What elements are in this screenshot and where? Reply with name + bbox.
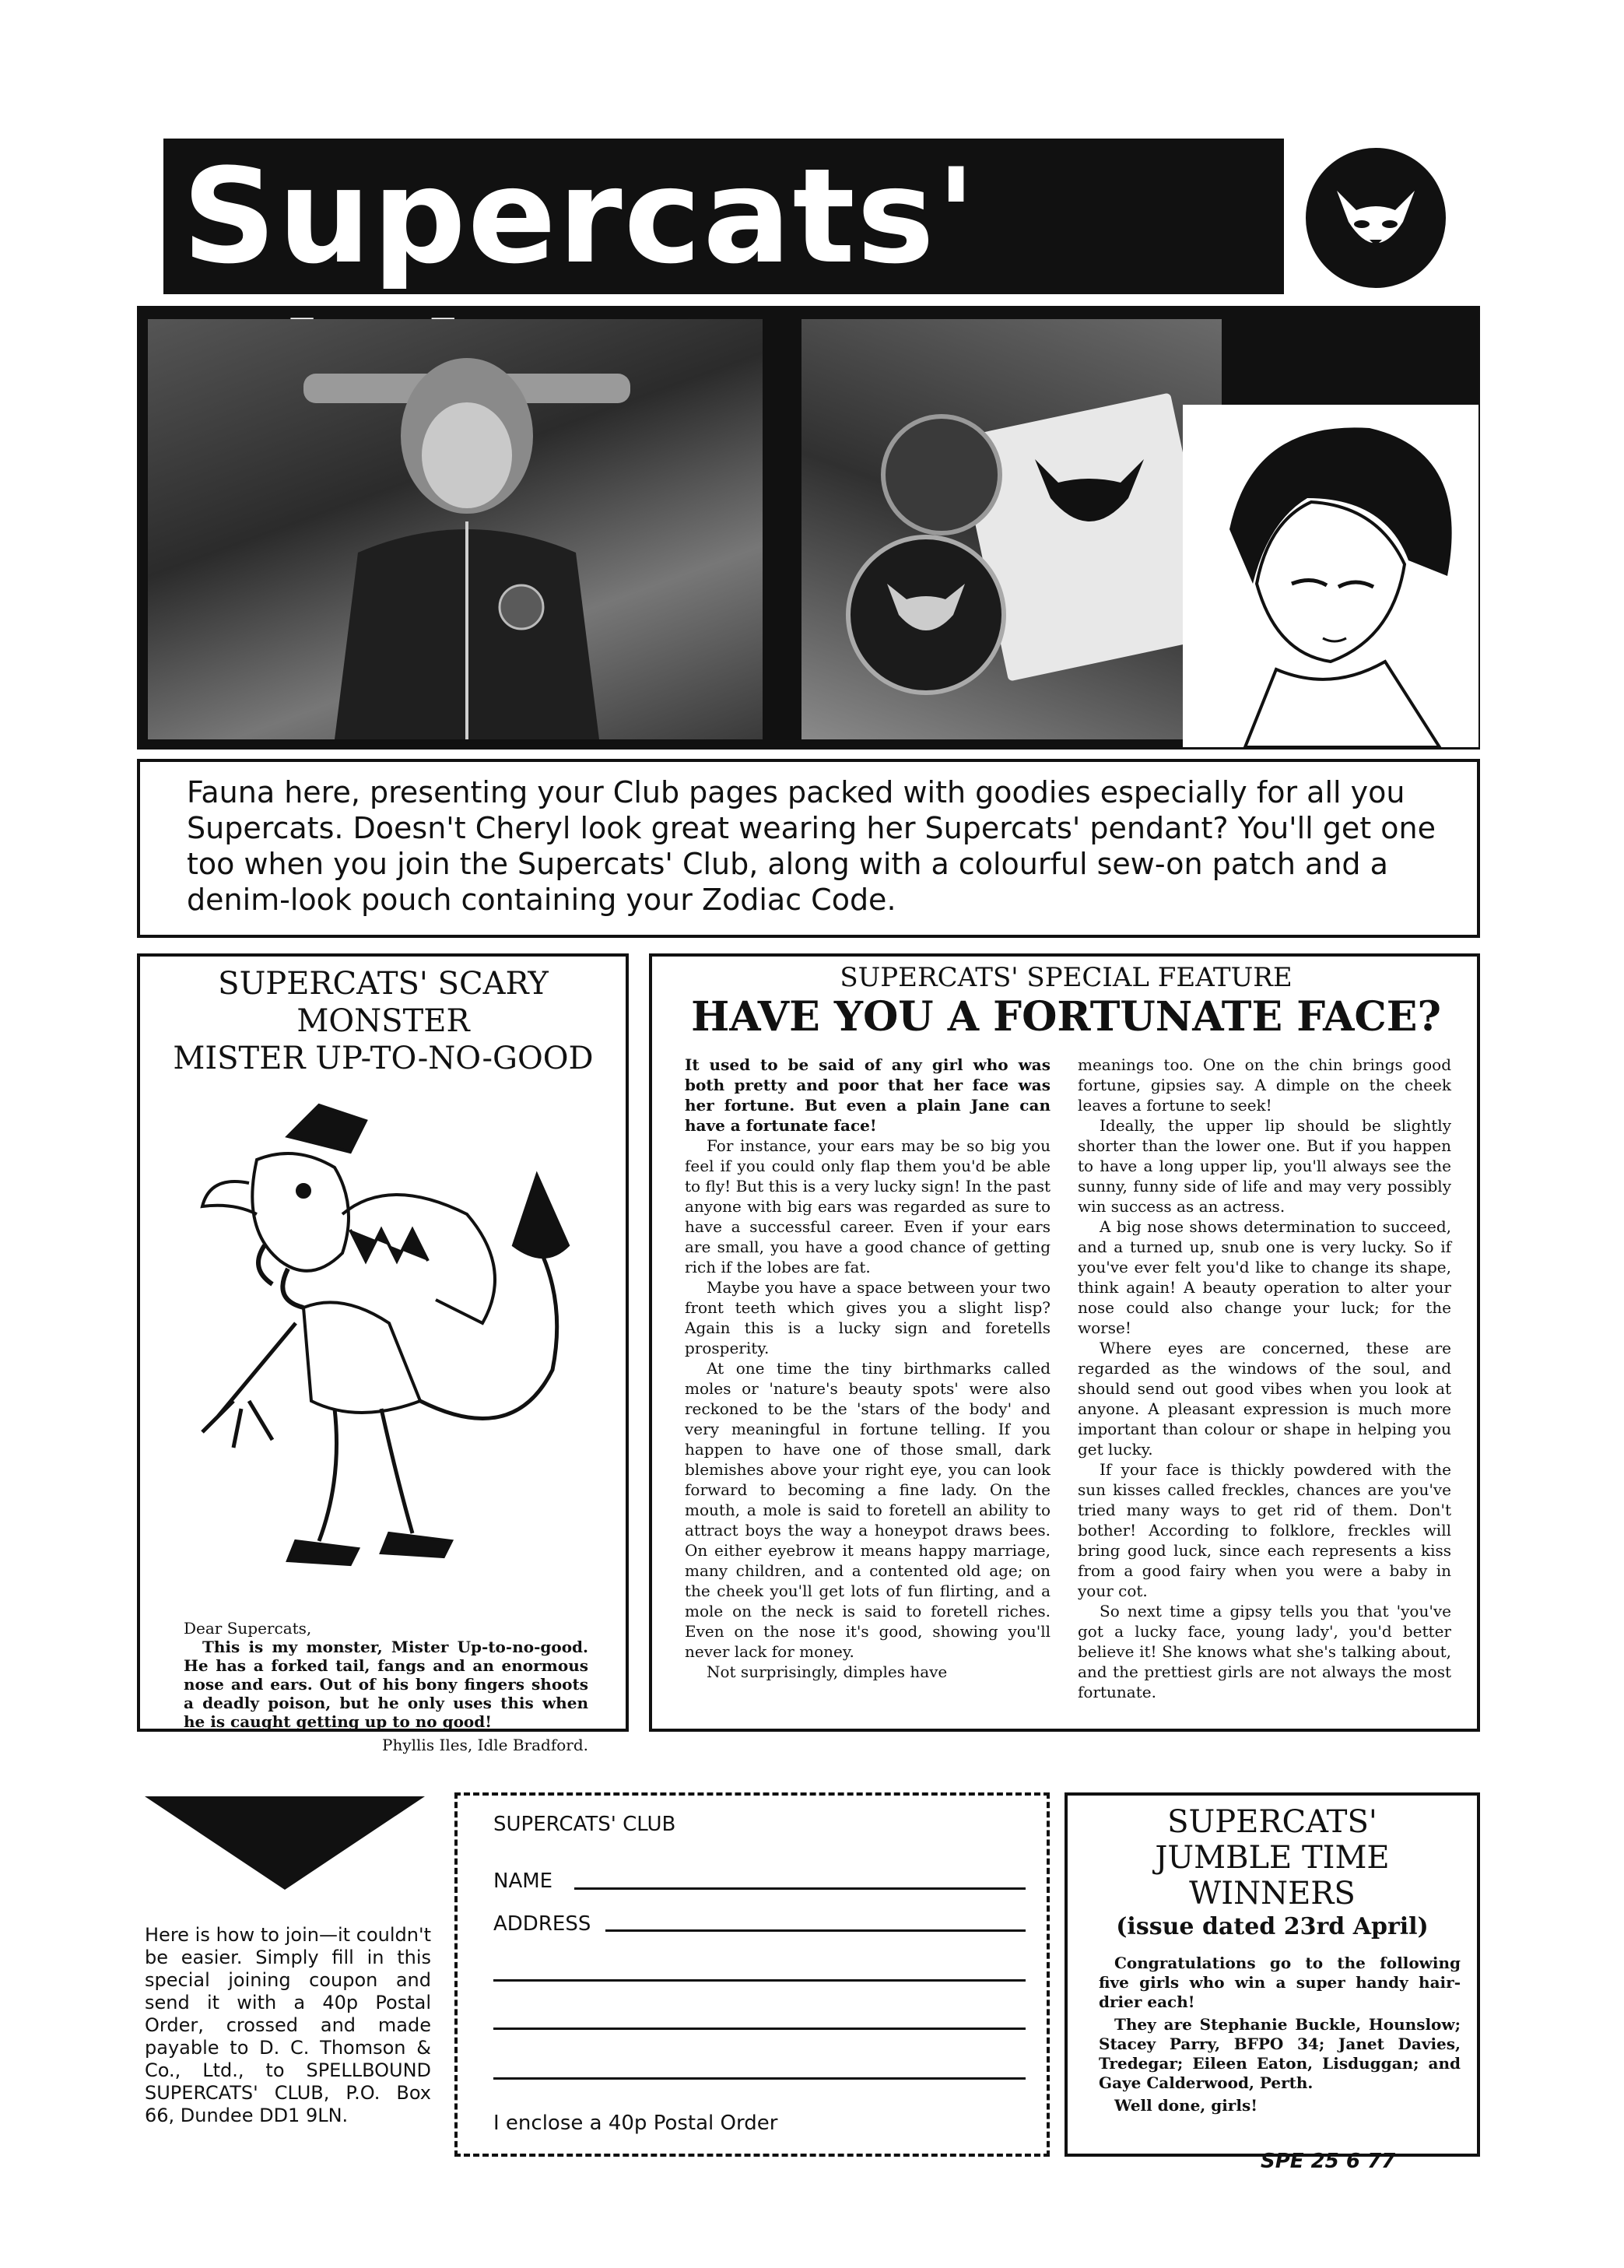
feature-kicker: SUPERCATS' SPECIAL FEATURE (840, 962, 1293, 993)
feature-paragraph: Where eyes are concerned, these are regarded as the windows of the soul, and should send out good vibes when you look at anyone. A pleasant expression is much more important than colour or shape in helping you get lucky. (1078, 1339, 1451, 1459)
feature-paragraph: A big nose shows determination to succeed, and a turned up, snub one is very lucky. So if you've ever felt you'd like to change its shape, think again! A beauty operation to alter your nose could also change your luck; for the worse! (1078, 1217, 1451, 1337)
feature-paragraph: For instance, your ears may be so big you feel if you could only flap them you'd be able to fly! But this is a very lucky sign! In the past anyone with big ears was regarded as sure to have a successful career. Even if your ears are small, you have a good chance of getting rich if the lobes are fat. (685, 1136, 1051, 1276)
feature-title: HAVE YOU A FORTUNATE FACE? (691, 993, 1441, 1041)
feature-column-1 (685, 1055, 1051, 1682)
name-field[interactable] (574, 1887, 1026, 1890)
feature-column-2 (1078, 1055, 1451, 1702)
winners-body (1099, 1954, 1461, 2119)
join-instructions: Here is how to join—it couldn't be easier. Simply fill in this special joining coupon and send it with a 40p Postal Order, crossed and made payable to D. C. Thomson & Co., Ltd., to SPELLBOUND SUPERCATS' CLUB, P.O. Box 66, Dundee DD1 9LN. (145, 1924, 431, 2126)
cat-logo-icon (1298, 140, 1454, 296)
address-field-line3[interactable] (493, 2028, 1026, 2030)
illustration-fauna (1183, 405, 1478, 747)
joining-coupon (454, 1792, 1050, 2157)
feature-paragraph: Not surprisingly, dimples have (707, 1662, 948, 1681)
winners-closing: Well done, girls! (1114, 2096, 1257, 2115)
date-stamp: SPE 25 6 77 (1261, 2150, 1396, 2173)
monster-heading-line3: MISTER UP-TO-NO-GOOD (173, 1041, 594, 1076)
winners-heading (1074, 1804, 1471, 1912)
feature-paragraph: So next time a gipsy tells you that 'you've got a lucky face, young lady', you'd better believe it! She knows what she's talking about, and the prettiest girls are not always the most fortunate. (1078, 1602, 1451, 1701)
letter-body: This is my monster, Mister Up-to-no-good. He has a forked tail, fangs and an enormous nose and ears. Out of his bony fingers shoots a deadly poison, but he only uses this when he is caught getting up to no good! (184, 1638, 588, 1731)
winners-heading-line1: SUPERCATS' (1167, 1804, 1377, 1840)
coupon-footer: I enclose a 40p Postal Order (493, 2112, 778, 2135)
feature-paragraph: meanings too. One on the chin brings good fortune, gipsies say. A dimple on the cheek leaves a fortune to seek! (1078, 1055, 1451, 1115)
monster-heading-line2: MONSTER (296, 1003, 470, 1039)
winners-heading-line2: JUMBLE TIME (1155, 1840, 1390, 1876)
monster-letter (184, 1619, 588, 1754)
coupon-header: SUPERCATS' CLUB (493, 1813, 676, 1836)
winners-intro: Congratulations go to the following five girls who win a super handy hair-drier each! (1099, 1954, 1461, 2011)
winners-issue-date: (issue dated 23rd April) (1116, 1913, 1429, 1940)
winners-heading-line3: WINNERS (1189, 1876, 1356, 1912)
address-field-line2[interactable] (493, 1979, 1026, 1982)
photo-girl-with-pendant (148, 319, 763, 739)
feature-paragraph: Ideally, the upper lip should be slightly shorter than the lower one. But if you happen to have a long upper lip, you'll always see the sunny, funny side of life and may very possibly win success as an actress. (1078, 1116, 1451, 1216)
photo-pendant-and-box (801, 319, 1222, 739)
intro-text: Fauna here, presenting your Club pages packed with goodies especially for all you Supercats. Doesn't Cheryl look great wearing her Supercats' pendant? You'll get one too when you join the Supercats' Club, along with a colourful sew-on patch and a denim-look pouch containing your Zodiac Code. (187, 775, 1436, 917)
letter-signature: Phyllis Iles, Idle Bradford. (382, 1736, 588, 1754)
winners-names: They are Stephanie Buckle, Hounslow; Stacey Parry, BFPO 34; Janet Davies, Tredegar; Eileen Eaton, Lisduggan; and Gaye Calderwood, Perth. (1099, 2015, 1461, 2092)
letter-salutation: Dear Supercats, (184, 1619, 312, 1638)
monster-drawing (187, 1090, 591, 1603)
feature-paragraph: If your face is thickly powdered with the sun kisses called freckles, chances are you've tried many ways to get rid of them. Don't bother! According to folklore, freckles will bring good luck, since each represents a kiss from a good fairy when you were a baby in your cot. (1078, 1460, 1451, 1600)
feature-paragraph: Maybe you have a space between your two front teeth which gives you a slight lisp? Again this is a lucky sign and foretells prosperity. (685, 1278, 1051, 1357)
monster-heading (156, 965, 611, 1077)
address-field-line1[interactable] (605, 1929, 1026, 1932)
arrow-down-icon (145, 1796, 425, 1890)
monster-heading-line1: SUPERCATS' SCARY (218, 966, 549, 1002)
feature-paragraph: At one time the tiny birthmarks called moles or 'nature's beauty spots' were also reckoned to be the 'stars of the body' and very meaningful in fortune telling. If you happen to have one of those small, dark blemishes above your right eye, you can look forward to becoming a fine lady. On the mouth, a mole is said to foretell an ability to attract boys the way a honeypot draws bees. On either eyebrow it means happy marriage, many children, and a contented old age; on the cheek you'll get lots of fun flirting, and a mole on the neck is said to foretell riches. Even on the nose it's good, showing you'll never lack for money. (685, 1359, 1051, 1661)
name-label: NAME (493, 1870, 553, 1893)
address-field-line4[interactable] (493, 2077, 1026, 2080)
masthead-title: Supercats' (163, 139, 1284, 294)
address-label: ADDRESS (493, 1912, 591, 1936)
feature-paragraph: It used to be said of any girl who was both pretty and poor that her face was her fortune. But even a plain Jane can have a fortunate face! (685, 1055, 1051, 1135)
